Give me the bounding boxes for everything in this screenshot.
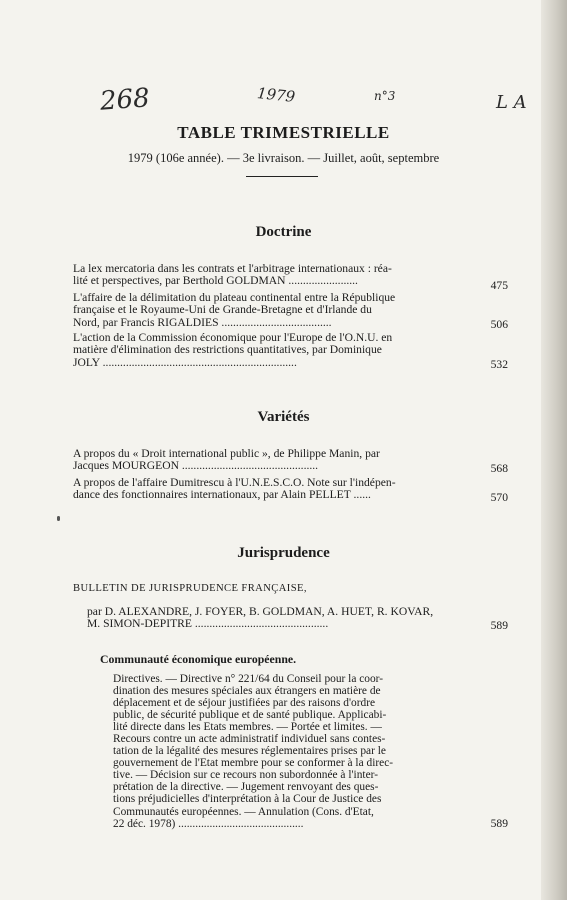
summary-line: déplacement et de séjour justifiées par des raisons d'ordre	[113, 697, 376, 710]
summary-line: Communautés européennes. — Annulation (Cons. d'Etat,	[113, 805, 374, 818]
toc-entry	[73, 332, 506, 369]
entry-line: A propos du « Droit international public », de Philippe Manin, par	[73, 448, 380, 460]
subheading-cee: Communauté économique européenne.	[100, 652, 297, 666]
summary-line: tions préjudicielles d'interprétation à la Cour de Justice des	[113, 793, 382, 806]
bulletin-authors	[87, 606, 507, 631]
entry-line: JOLY ...................................................................	[73, 356, 297, 369]
toc-entry	[73, 263, 506, 288]
section-heading-varietes: Variétés	[257, 409, 310, 425]
authors-line: M. SIMON-DEPITRE ..............................................	[87, 618, 329, 631]
page-subtitle: 1979 (106e année). — 3e livraison. — Juillet, août, septembre	[127, 151, 440, 165]
page-number: 589	[490, 619, 508, 632]
handwritten-number: 268	[99, 83, 151, 117]
title-divider	[246, 176, 318, 177]
section-heading-doctrine: Doctrine	[255, 224, 312, 240]
summary-line: prétation de la directive. — Jugement renvoyant des ques-	[113, 781, 379, 794]
bulletin-title: BULLETIN DE JURISPRUDENCE FRANÇAISE,	[73, 583, 307, 594]
page-title: TABLE TRIMESTRIELLE	[177, 123, 390, 142]
summary-line: public, de sécurité publique et de santé publique. Applicabi-	[113, 709, 387, 722]
page-number: 532	[490, 358, 508, 371]
entry-line: Nord, par Francis RIGALDIES ......................................	[73, 316, 332, 329]
summary-line: tive. — Décision sur ce recours non subordonnée à l'inter-	[113, 769, 378, 782]
entry-line: matière d'élimination des restrictions quantitatives, par Dominique	[73, 344, 382, 357]
entry-line: La lex mercatoria dans les contrats et l'arbitrage internationaux : réa-	[73, 263, 392, 275]
summary-line: dination des mesures spéciales aux étrangers en matière de	[113, 685, 381, 698]
page-number: 568	[490, 462, 508, 475]
entry-line: A propos de l'affaire Dumitrescu à l'U.N.E.S.C.O. Note sur l'indépen-	[73, 477, 396, 489]
entry-line: L'affaire de la délimitation du plateau continental entre la République	[73, 292, 396, 304]
paper-speck	[57, 516, 60, 521]
handwritten-code: L A	[496, 92, 527, 113]
handwritten-year: 1979	[256, 84, 297, 106]
page-number: 570	[490, 491, 508, 504]
page-number: 506	[490, 318, 508, 331]
page-number: 589	[490, 817, 508, 830]
summary-line: lité directe dans les Etats membres. — Portée et limites. —	[113, 721, 382, 734]
entry-line: L'action de la Commission économique pour l'Europe de l'O.N.U. en	[73, 332, 393, 344]
authors-line: par D. ALEXANDRE, J. FOYER, B. GOLDMAN, A. HUET, R. KOVAR,	[87, 606, 434, 618]
entry-line: dance des fonctionnaires internationaux, par Alain PELLET ......	[73, 489, 371, 502]
handwritten-issue: n°3	[374, 89, 396, 103]
section-heading-jurisprudence: Jurisprudence	[237, 545, 330, 561]
page-number: 475	[490, 279, 508, 292]
summary-line: Recours contre un acte administratif individuel sans contes-	[113, 733, 386, 746]
entry-line: française et le Royaume-Uni de Grande-Bretagne et d'Irlande du	[73, 304, 372, 317]
summary-line: Directives. — Directive n° 221/64 du Conseil pour la coor-	[113, 673, 384, 685]
entry-line: lité et perspectives, par Berthold GOLDMAN ........................	[73, 275, 358, 288]
summary-line: gouvernement de l'Etat membre pour se conformer à la direc-	[113, 757, 394, 770]
case-summary	[113, 673, 506, 830]
toc-entry	[73, 477, 506, 502]
toc-entry	[73, 448, 506, 473]
summary-line: tation de la légalité des mesures réglementaires prises par le	[113, 745, 386, 758]
toc-entry	[73, 292, 506, 329]
entry-line: Jacques MOURGEON ...............................................	[73, 460, 319, 473]
summary-line: 22 déc. 1978) ............................................	[113, 817, 304, 830]
